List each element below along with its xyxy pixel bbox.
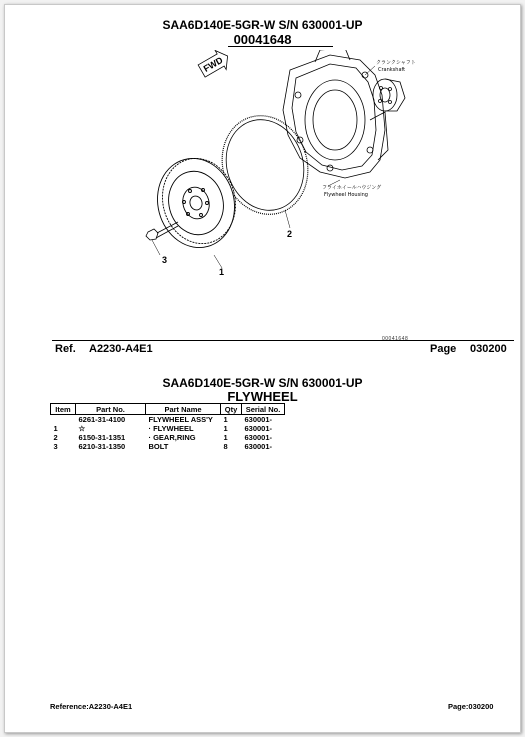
cell-item: 2 [53,433,58,442]
header-underline [228,46,333,47]
col-item: Item [51,404,76,415]
cell-serial: 630001- [244,415,273,424]
col-qty: Qty [221,404,242,415]
cell-qty: 1 [223,415,228,424]
cell-item: 1 [53,424,58,433]
page-value: 030200 [470,343,507,355]
crankshaft-jp-label: クランクシャフト [376,60,416,66]
ref-label: Ref. [55,343,76,355]
cell-serial: 630001- [244,442,273,451]
page-model-heading: SAA6D140E-5GR-W S/N 630001-UP [162,18,363,32]
table-row [51,442,285,451]
callout-1: 1 [219,267,225,277]
table-header-row [51,404,285,415]
housing-en-label: Flywheel Housing [324,192,368,198]
cell-part-name: · FLYWHEEL [148,424,194,433]
fwd-arrow-icon [196,50,233,81]
page-label: Page [430,343,457,355]
illustration-id: 00041648 [233,32,292,47]
cell-item: 3 [53,442,58,451]
footer-page: Page:030200 [448,702,494,711]
cell-item [51,415,76,425]
col-serial-no: Serial No. [242,404,285,415]
table-row [51,424,285,433]
drawing-code: 00041648 [382,336,409,342]
cell-part-no: ☆ [78,424,86,433]
fwd-label: FWD [201,54,225,74]
cell-part-name: FLYWHEEL ASS'Y [148,415,213,424]
housing-jp-label: フライホイールハウジング [322,185,382,191]
ref-divider [52,340,514,341]
cell-qty: 1 [223,424,228,433]
cell-part-no: 6210-31-1350 [78,442,126,451]
cell-part-no: 6261-31-4100 [78,415,126,424]
parts-table [50,403,285,451]
cell-part-name: · GEAR,RING [148,433,196,442]
section-title: FLYWHEEL [227,389,298,404]
cell-serial: 630001- [244,424,273,433]
flywheel [148,150,245,257]
crankshaft-en-label: Crankshaft [378,67,406,73]
section-model-heading: SAA6D140E-5GR-W S/N 630001-UP [162,376,363,390]
ref-value: A2230-A4E1 [89,343,153,355]
cell-part-name: BOLT [148,442,169,451]
exploded-parts-drawing [0,50,525,335]
cell-part-no: 6150-31-1351 [78,433,126,442]
callout-2: 2 [287,229,293,239]
cell-qty: 8 [223,442,228,451]
table-row [51,433,285,442]
footer-reference: Reference:A2230-A4E1 [50,702,133,711]
col-part-no: Part No. [76,404,146,415]
cell-qty: 1 [223,433,228,442]
callout-3: 3 [162,255,168,265]
col-part-name: Part Name [146,404,221,415]
table-row [51,415,285,425]
cell-serial: 630001- [244,433,273,442]
flywheel-housing [283,50,388,178]
